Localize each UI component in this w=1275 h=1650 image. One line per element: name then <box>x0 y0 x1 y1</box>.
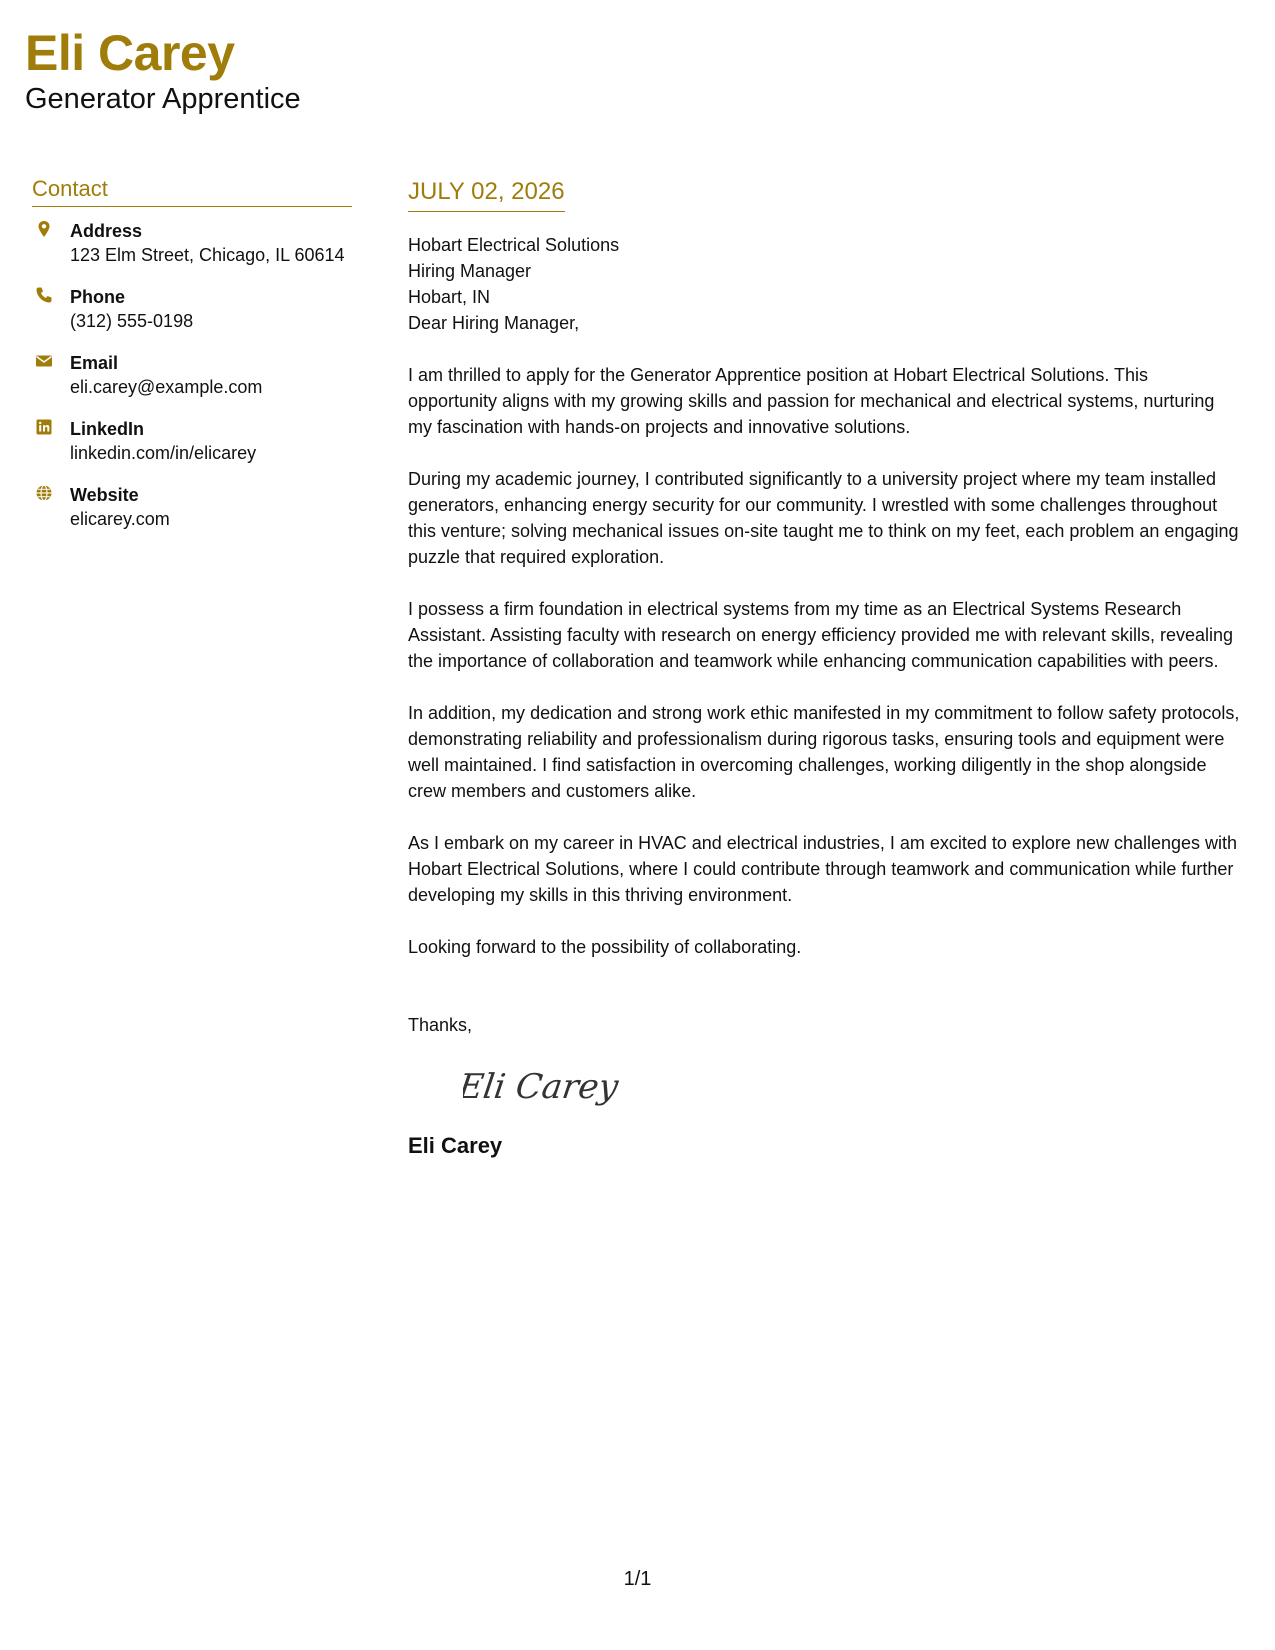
linkedin-value[interactable]: linkedin.com/in/elicarey <box>70 443 257 463</box>
contact-item-email <box>32 351 352 400</box>
contact-label: Phone <box>70 287 126 307</box>
email-value[interactable]: eli.carey@example.com <box>70 377 263 397</box>
contact-item-linkedin <box>32 417 352 466</box>
letter-date: JULY 02, 2026 <box>408 178 565 212</box>
contact-label: LinkedIn <box>70 419 145 439</box>
linkedin-icon <box>35 418 53 436</box>
paragraph: I am thrilled to apply for the Generator Apprentice position at Hobart Electrical Solutions. This opportunity aligns with my growing skills and passion for mechanical and electrical systems, nurturing my fascination with hands-on projects and innovative solutions. <box>408 365 1215 437</box>
recipient-company: Hobart Electrical Solutions <box>408 235 620 255</box>
website-value[interactable]: elicarey.com <box>70 509 170 529</box>
handwritten-signature <box>463 1056 643 1116</box>
page-number: 1/1 <box>623 1568 652 1590</box>
contact-item-address <box>32 219 352 268</box>
globe-icon <box>35 484 53 502</box>
svg-text:Eli Carey: Eli Carey <box>463 1067 621 1107</box>
recipient-location: Hobart, IN <box>408 287 491 307</box>
recipient-block <box>408 232 1240 310</box>
paragraph: Looking forward to the possibility of collaborating. <box>408 937 802 957</box>
address-value: 123 Elm Street, Chicago, IL 60614 <box>70 245 345 265</box>
contact-label: Address <box>70 221 143 241</box>
contact-sidebar <box>32 176 352 549</box>
phone-value: (312) 555-0198 <box>70 311 194 331</box>
contact-item-phone <box>32 285 352 334</box>
letter-content <box>408 310 1240 960</box>
letter-body <box>408 178 1240 1159</box>
contact-heading: Contact <box>32 176 352 207</box>
closing: Thanks, <box>408 1015 473 1035</box>
phone-icon <box>35 286 53 304</box>
job-title: Generator Apprentice <box>25 83 301 115</box>
recipient-title: Hiring Manager <box>408 261 532 281</box>
contact-label: Website <box>70 485 139 505</box>
header <box>25 22 301 116</box>
signer-name: Eli Carey <box>408 1133 503 1158</box>
contact-label: Email <box>70 353 119 373</box>
paragraph: As I embark on my career in HVAC and electrical industries, I am excited to explore new challenges with Hobart Electrical Solutions, where I could contribute through teamwork and communication while further developing my skills in this thriving environment. <box>408 833 1238 905</box>
paragraph: I possess a firm foundation in electrical systems from my time as an Electrical Systems Research Assistant. Assisting faculty with research on energy efficiency provided me with relevant skills, revealing the importance of collaboration and teamwork while enhancing communication capabilities with peers. <box>408 599 1234 671</box>
envelope-icon <box>35 352 53 370</box>
salutation: Dear Hiring Manager, <box>408 313 580 333</box>
paragraph: In addition, my dedication and strong work ethic manifested in my commitment to follow safety protocols, demonstrating reliability and professionalism during rigorous tasks, ensuring tools and equipment were well maintained. I find satisfaction in overcoming challenges, working diligently in the shop alongside crew members and customers alike. <box>408 703 1240 801</box>
contact-item-website <box>32 483 352 532</box>
map-pin-icon <box>35 220 53 238</box>
applicant-name: Eli Carey <box>25 25 235 81</box>
paragraph: During my academic journey, I contributed significantly to a university project where my team installed generators, enhancing energy security for our community. I wrestled with some challenges throughout this venture; solving mechanical issues on-site taught me to think on my feet, each problem an engaging puzzle that required exploration. <box>408 469 1239 567</box>
